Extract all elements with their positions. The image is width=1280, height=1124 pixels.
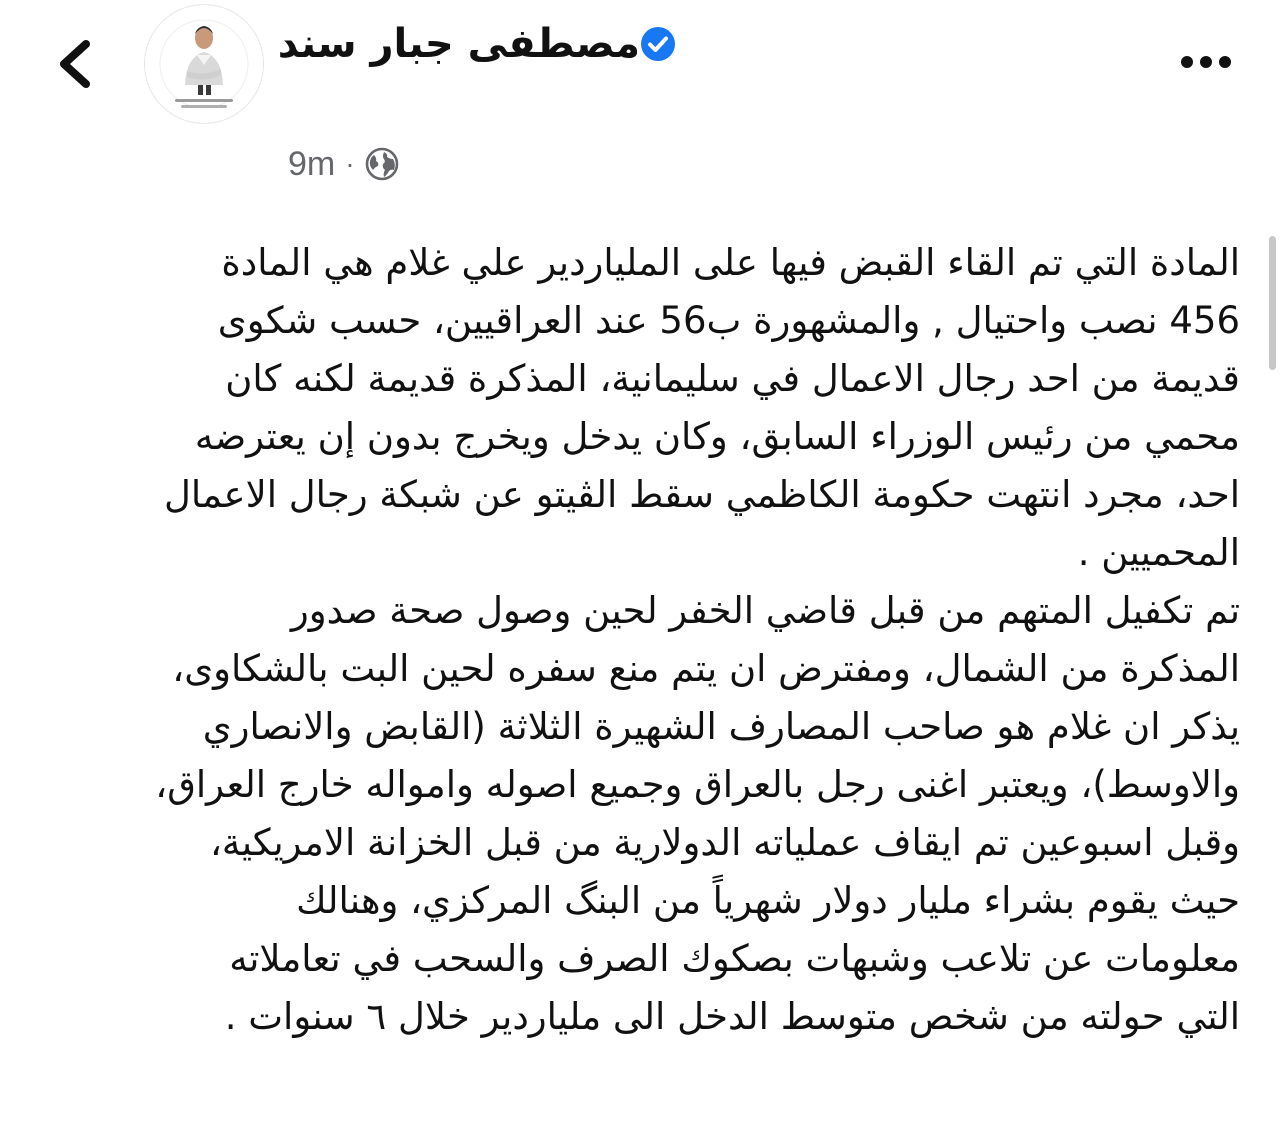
post-paragraph: تم تكفيل المتهم من قبل قاضي الخفر لحين وصول صحة صدور المذكرة من الشمال، ومفترض ان يتم منع سفره لحين البت بالشكاوى، يذكر ان غلام هو صاحب المصارف الشهيرة الثلاثة (القابض والانصاري والاوسط)، ويعتبر اغنى رجل بالعراق وجميع اصوله وامواله خارج العراق، وقبل اسبوعين تم ايقاف عملياته الدولارية من قبل الخزانة الامريكية، حيث يقوم بشراء مليار دولار شهرياً من البنگ المركزي، وهنالك معلومات عن تلاعب وشبهات بصكوك الصرف والسحب في تعاملاته التي حولته من شخص متوسط الدخل الى ملياردير خلال ٦ سنوات . xyxy=(155,589,1240,1038)
chevron-left-icon xyxy=(54,38,94,90)
post-time[interactable]: 9m xyxy=(288,145,336,183)
more-dots-icon xyxy=(1180,55,1232,69)
avatar[interactable] xyxy=(144,4,264,124)
profile-photo xyxy=(145,5,263,123)
post-paragraph: المادة التي تم القاء القبض فيها على الملياردير علي غلام هي المادة 456 نصب واحتيال , والمشهورة ب56 عند العراقيين، حسب شكوى قديمة من احد رجال الاعمال في سليمانية، المذكرة قديمة لكنه كان محمي من رئيس الوزراء السابق، وكان يدخل ويخرج بدون إن يعترضه احد، مجرد انتهت حكومة الكاظمي سقط الڤيتو عن شبكة رجال الاعمال المحميين . xyxy=(164,241,1240,574)
post-body xyxy=(30,234,1240,1046)
more-options-button[interactable] xyxy=(1168,38,1244,86)
meta-separator: · xyxy=(345,148,355,179)
author-name[interactable]: مصطفى جبار سند xyxy=(277,21,640,67)
verified-badge-icon xyxy=(640,26,676,62)
post-meta xyxy=(288,138,399,190)
back-button[interactable] xyxy=(38,28,110,100)
globe-icon[interactable] xyxy=(365,147,399,181)
scrollbar[interactable] xyxy=(1269,236,1276,370)
